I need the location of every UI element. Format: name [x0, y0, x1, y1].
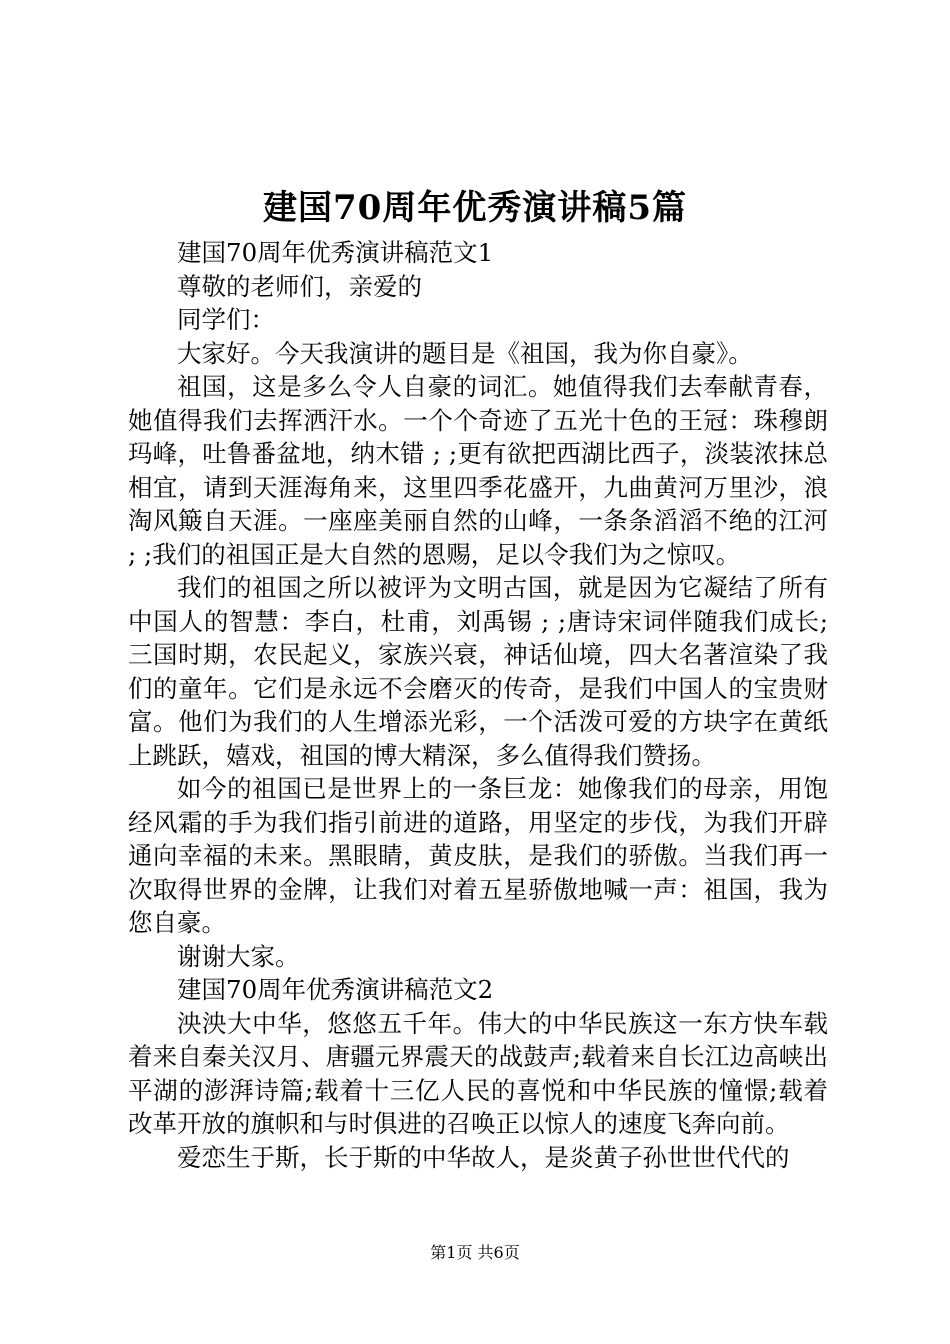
paragraph: 谢谢大家。	[177, 941, 300, 971]
document-title: 建国70周年优秀演讲稿5篇	[263, 188, 687, 228]
paragraph: 建国70周年优秀演讲稿范文1	[177, 238, 494, 267]
paragraph: 爱恋生于斯，长于斯的中华故人，是炎黄子孙世世代代的	[177, 1142, 790, 1172]
paragraph: 建国70周年优秀演讲稿范文2	[177, 975, 494, 1004]
page-footer: 第1页 共6页	[430, 1243, 520, 1262]
paragraph: 祖国，这是多么令人自豪的词汇。她值得我们去奉献青春，她值得我们去挥洒汗水。一个个奇迹了五光十色的王冠：珠穆朗玛峰，吐鲁番盆地，纳木错 ; ;更有欲把西湖比西子，淡装浓抹总相宜，请到天涯海角来，这里四季花盛开，九曲黄河万里沙，浪淘风簸自天涯。一座座美丽自然的山峰，一条条滔滔不绝的江河 ; ;我们的祖国正是大自然的恩赐，足以令我们为之惊叹。	[128, 372, 828, 569]
paragraph: 大家好。今天我演讲的题目是《祖国，我为你自豪》。	[177, 338, 753, 368]
paragraph: 尊敬的老师们，亲爱的	[177, 271, 422, 301]
document-body	[128, 236, 828, 1174]
paragraph: 泱泱大中华，悠悠五千年。伟大的中华民族这一东方快车载着来自秦关汉月、唐疆元界震天的战鼓声;载着来自长江边高峡出平湖的澎湃诗篇;载着十三亿人民的喜悦和中华民族的憧憬;载着改革开放的旗帜和与时俱进的召唤正以惊人的速度飞奔向前。	[128, 1008, 828, 1138]
paragraph: 我们的祖国之所以被评为文明古国，就是因为它凝结了所有中国人的智慧：李白，杜甫，刘禹锡 ; ;唐诗宋词伴随我们成长;三国时期，农民起义，家族兴衰，神话仙境，四大名著渲染了我们的童年。它们是永远不会磨灭的传奇，是我们中国人的宝贵财富。他们为我们的人生增添光彩，一个活泼可爱的方块字在黄纸上跳跃，嬉戏，祖国的博大精深，多么值得我们赞扬。	[128, 573, 828, 770]
paragraph: 同学们：	[177, 305, 275, 334]
paragraph: 如今的祖国已是世界上的一条巨龙：她像我们的母亲，用饱经风霜的手为我们指引前进的道路，用坚定的步伐，为我们开辟通向幸福的未来。黑眼睛，黄皮肤，是我们的骄傲。当我们再一次取得世界的金牌，让我们对着五星骄傲地喊一声：祖国，我为您自豪。	[128, 774, 828, 937]
